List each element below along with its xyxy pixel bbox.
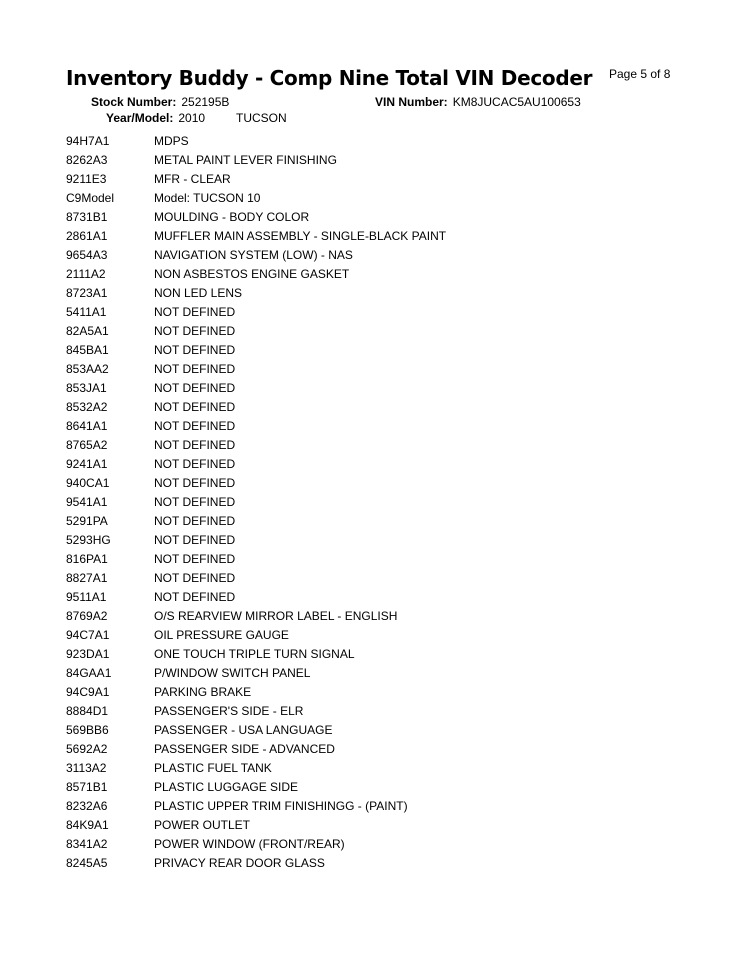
option-code: 8341A2 <box>66 837 108 851</box>
option-code: 5692A2 <box>66 742 108 756</box>
list-item <box>66 246 446 265</box>
list-item <box>66 436 446 455</box>
option-code: 94H7A1 <box>66 134 110 148</box>
option-code: 8731B1 <box>66 210 108 224</box>
stock-number-value: 252195B <box>181 95 230 109</box>
list-item <box>66 645 446 664</box>
list-item <box>66 664 446 683</box>
option-description: Model: TUCSON 10 <box>154 191 261 205</box>
option-description: NON LED LENS <box>154 286 243 300</box>
option-code: 5291PA <box>66 514 108 528</box>
option-description: NOT DEFINED <box>154 552 236 566</box>
option-description: NOT DEFINED <box>154 362 236 376</box>
list-item <box>66 740 446 759</box>
list-item <box>66 512 446 531</box>
option-description: PLASTIC LUGGAGE SIDE <box>154 780 299 794</box>
document-title: Inventory Buddy - Comp Nine Total VIN Decoder <box>66 66 593 90</box>
list-item <box>66 854 446 873</box>
stock-number <box>91 95 229 109</box>
list-item <box>66 607 446 626</box>
option-code: 9654A3 <box>66 248 108 262</box>
option-code: 923DA1 <box>66 647 110 661</box>
option-code: 82A5A1 <box>66 324 109 338</box>
list-item <box>66 683 446 702</box>
option-description: NOT DEFINED <box>154 457 236 471</box>
option-description: NOT DEFINED <box>154 419 236 433</box>
option-code: 2111A2 <box>66 267 106 281</box>
option-description: O/S REARVIEW MIRROR LABEL - ENGLISH <box>154 609 398 623</box>
option-code: 569BB6 <box>66 723 109 737</box>
option-code: C9Model <box>66 191 115 205</box>
option-code: 8769A2 <box>66 609 108 623</box>
option-code: 84GAA1 <box>66 666 112 680</box>
list-item <box>66 379 446 398</box>
option-description: NOT DEFINED <box>154 324 236 338</box>
option-description: PARKING BRAKE <box>154 685 252 699</box>
option-description: PASSENGER SIDE - ADVANCED <box>154 742 335 756</box>
list-item <box>66 493 446 512</box>
option-code: 94C7A1 <box>66 628 110 642</box>
option-code: 94C9A1 <box>66 685 110 699</box>
list-item <box>66 569 446 588</box>
option-code: 8641A1 <box>66 419 108 433</box>
option-code: 9211E3 <box>66 172 107 186</box>
list-item <box>66 284 446 303</box>
option-description: NOT DEFINED <box>154 590 236 604</box>
list-item <box>66 265 446 284</box>
option-code-list <box>66 132 446 873</box>
option-description: METAL PAINT LEVER FINISHING <box>154 153 337 167</box>
option-description: MDPS <box>154 134 189 148</box>
option-description: PASSENGER - USA LANGUAGE <box>154 723 333 737</box>
option-description: NOT DEFINED <box>154 400 236 414</box>
vin-number-label: VIN Number: <box>375 95 448 109</box>
option-code: 853JA1 <box>66 381 107 395</box>
option-code: 940CA1 <box>66 476 110 490</box>
list-item <box>66 797 446 816</box>
list-item <box>66 626 446 645</box>
option-code: 816PA1 <box>66 552 108 566</box>
stock-number-label: Stock Number: <box>91 95 177 109</box>
list-item <box>66 835 446 854</box>
list-item <box>66 702 446 721</box>
option-code: 8827A1 <box>66 571 108 585</box>
list-item <box>66 151 446 170</box>
list-item <box>66 398 446 417</box>
list-item <box>66 778 446 797</box>
option-code: 8723A1 <box>66 286 108 300</box>
option-description: NOT DEFINED <box>154 305 236 319</box>
list-item <box>66 360 446 379</box>
option-description: POWER WINDOW (FRONT/REAR) <box>154 837 345 851</box>
option-code: 8262A3 <box>66 153 108 167</box>
option-code: 9241A1 <box>66 457 108 471</box>
year-model <box>106 111 205 125</box>
list-item <box>66 132 446 151</box>
option-code: 5293HG <box>66 533 111 547</box>
option-description: NOT DEFINED <box>154 438 236 452</box>
list-item <box>66 531 446 550</box>
option-description: NON ASBESTOS ENGINE GASKET <box>154 267 350 281</box>
list-item <box>66 322 446 341</box>
option-code: 2861A1 <box>66 229 108 243</box>
model-name: TUCSON <box>236 111 287 125</box>
option-description: POWER OUTLET <box>154 818 251 832</box>
option-description: NAVIGATION SYSTEM (LOW) - NAS <box>154 248 353 262</box>
list-item <box>66 759 446 778</box>
option-description: NOT DEFINED <box>154 533 236 547</box>
option-description: NOT DEFINED <box>154 571 236 585</box>
option-code: 9511A1 <box>66 590 107 604</box>
option-description: NOT DEFINED <box>154 381 236 395</box>
list-item <box>66 170 446 189</box>
list-item <box>66 227 446 246</box>
option-code: 5411A1 <box>66 305 107 319</box>
option-code: 8232A6 <box>66 799 108 813</box>
option-description: NOT DEFINED <box>154 495 236 509</box>
list-item <box>66 474 446 493</box>
option-description: ONE TOUCH TRIPLE TURN SIGNAL <box>154 647 355 661</box>
option-description: NOT DEFINED <box>154 514 236 528</box>
list-item <box>66 816 446 835</box>
option-description: PLASTIC UPPER TRIM FINISHINGG - (PAINT) <box>154 799 408 813</box>
year-model-label: Year/Model: <box>106 111 174 125</box>
option-description: NOT DEFINED <box>154 476 236 490</box>
year-value: 2010 <box>178 111 206 125</box>
option-code: 9541A1 <box>66 495 108 509</box>
list-item <box>66 588 446 607</box>
option-description: MOULDING - BODY COLOR <box>154 210 310 224</box>
list-item <box>66 417 446 436</box>
option-description: OIL PRESSURE GAUGE <box>154 628 289 642</box>
vin-number-value: KM8JUCAC5AU100653 <box>452 95 581 109</box>
page-number: Page 5 of 8 <box>609 67 671 81</box>
list-item <box>66 455 446 474</box>
vin-number <box>375 95 581 109</box>
option-description: PRIVACY REAR DOOR GLASS <box>154 856 325 870</box>
list-item <box>66 303 446 322</box>
list-item <box>66 721 446 740</box>
option-code: 8245A5 <box>66 856 108 870</box>
option-code: 8765A2 <box>66 438 108 452</box>
option-description: NOT DEFINED <box>154 343 236 357</box>
option-description: MUFFLER MAIN ASSEMBLY - SINGLE-BLACK PAINT <box>154 229 447 243</box>
list-item <box>66 341 446 360</box>
list-item <box>66 550 446 569</box>
list-item <box>66 189 446 208</box>
option-code: 8532A2 <box>66 400 108 414</box>
option-code: 845BA1 <box>66 343 109 357</box>
option-code: 84K9A1 <box>66 818 109 832</box>
option-description: PASSENGER'S SIDE - ELR <box>154 704 304 718</box>
option-code: 8571B1 <box>66 780 108 794</box>
option-description: P/WINDOW SWITCH PANEL <box>154 666 311 680</box>
option-code: 853AA2 <box>66 362 109 376</box>
option-description: MFR - CLEAR <box>154 172 231 186</box>
option-code: 3113A2 <box>66 761 107 775</box>
option-code: 8884D1 <box>66 704 109 718</box>
list-item <box>66 208 446 227</box>
option-description: PLASTIC FUEL TANK <box>154 761 272 775</box>
